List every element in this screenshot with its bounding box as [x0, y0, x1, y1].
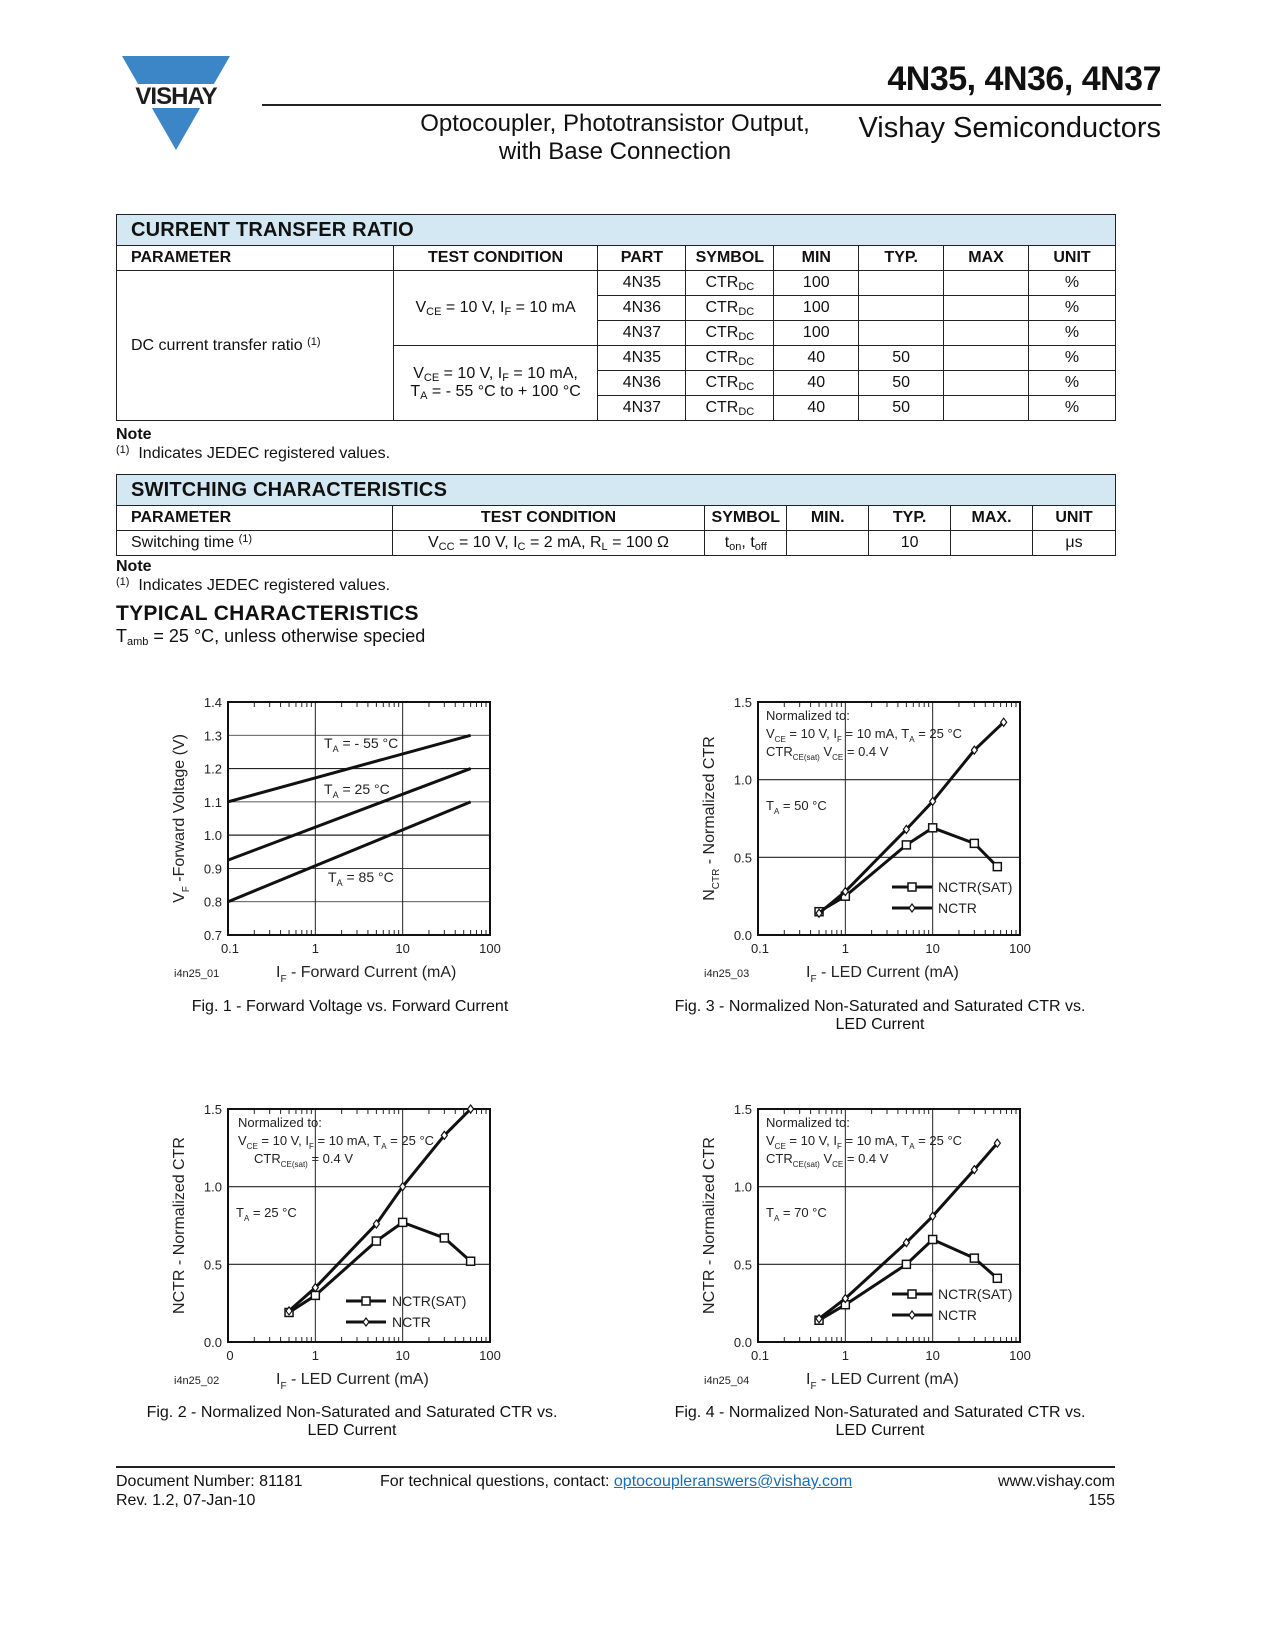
note-text: Indicates JEDEC registered values.: [138, 577, 391, 594]
curve-label: $T_A$ = - 55 °C: [324, 735, 399, 754]
footer-contact: [380, 1472, 852, 1491]
col-header: TEST CONDITION: [393, 246, 598, 271]
x-tick-label: 0.1: [220, 941, 240, 956]
figure-4-caption: [660, 1404, 1100, 1440]
col-header: TYP.: [869, 506, 951, 531]
figure-2-caption: [132, 1404, 572, 1440]
condition-label: $T_A = 70$ °C: [766, 1205, 827, 1223]
typ-cell: 50: [859, 346, 944, 371]
unit-cell: %: [1029, 271, 1116, 296]
y-tick-label: 1.5: [733, 1102, 752, 1117]
annotation-line: $CTR_{CE(sat)}$ $V_{CE} = 0.4$ V: [766, 1151, 889, 1169]
figure-code: i4n25_04: [704, 1375, 750, 1387]
legend-label: NCTR(SAT): [392, 1293, 467, 1309]
y-tick-label: 0.7: [203, 928, 222, 943]
annotation-line: $CTR_{CE(sat)} = 0.4$ V: [254, 1151, 354, 1169]
note-ref: (1): [238, 533, 253, 545]
min-cell: 100: [774, 321, 859, 346]
y-tick-label: 0.5: [203, 1257, 222, 1273]
note-ref: (1): [307, 335, 321, 348]
y-tick-label: 0.5: [733, 1257, 752, 1273]
legend-label: NCTR: [392, 1314, 431, 1330]
part-cell: 4N36: [598, 371, 686, 396]
page-number: 155: [1088, 1492, 1115, 1509]
annotation-line: $CTR_{CE(sat)}$ $V_{CE} = 0.4$ V: [766, 744, 889, 762]
legend-marker: [908, 883, 916, 891]
unit-cell: μs: [1033, 531, 1116, 556]
figure-3-chart: [690, 690, 1050, 990]
legend-label: NCTR(SAT): [938, 1286, 1013, 1302]
subtitle-line-2: with Base Connection: [498, 138, 732, 165]
annotation-line: Normalized to:: [238, 1115, 322, 1130]
max-cell: [944, 346, 1029, 371]
y-axis-title: $N_{CTR}$ - Normalized CTR: [701, 736, 722, 901]
col-header: PARAMETER: [117, 246, 394, 271]
annotation-line: $V_{CE} = 10$ V, $I_F = 10$ mA, $T_A = 25$ °C: [238, 1133, 435, 1151]
company-name: Vishay Semiconductors: [858, 112, 1161, 144]
col-header: TEST CONDITION: [392, 506, 705, 531]
x-tick-label: 10: [395, 941, 410, 956]
condition-label: $T_A = 50$ °C: [766, 798, 827, 816]
y-tick-label: 0.5: [733, 850, 752, 866]
vishay-logo: [118, 56, 234, 152]
y-tick-label: 1.5: [733, 695, 752, 710]
figure-code: i4n25_01: [174, 968, 220, 980]
symbol-cell: $CTR_{DC}$: [686, 371, 774, 396]
caption-line-1: Fig. 2 - Normalized Non-Saturated and Saturated CTR vs.: [146, 1404, 558, 1421]
x-tick-label: 1: [841, 1348, 849, 1363]
footer-left: [116, 1472, 302, 1510]
annotation-line: $V_{CE} = 10$ V, $I_F = 10$ mA, $T_A = 25$ °C: [766, 1133, 963, 1151]
figure-code: i4n25_03: [704, 968, 750, 980]
figure-2-chart: [160, 1097, 520, 1397]
table-caption: SWITCHING CHARACTERISTICS: [117, 475, 1116, 506]
x-tick-label: 10: [925, 1348, 940, 1363]
legend-marker: [908, 1290, 916, 1298]
col-header: PART: [598, 246, 686, 271]
y-axis-title: $V_F$ -Forward Voltage (V): [171, 734, 192, 903]
col-header: SYMBOL: [686, 246, 774, 271]
document-number: Document Number: 81181: [116, 1473, 303, 1490]
part-cell: 4N35: [598, 271, 686, 296]
y-tick-label: 1.1: [203, 794, 222, 810]
min-cell: 40: [774, 396, 859, 421]
col-header: MAX.: [951, 506, 1033, 531]
series-line: [228, 802, 471, 902]
min-cell: 40: [774, 371, 859, 396]
legend-marker: [362, 1297, 370, 1305]
x-tick-label: 1: [311, 941, 319, 956]
min-cell: 100: [774, 296, 859, 321]
part-cell: 4N35: [598, 346, 686, 371]
condition-cell: [393, 346, 598, 421]
sw-note: [116, 577, 390, 595]
figure-3-caption: [660, 998, 1100, 1034]
unit-cell: %: [1029, 296, 1116, 321]
typ-cell: 50: [859, 396, 944, 421]
col-header: TYP.: [859, 246, 944, 271]
data-point: [929, 1235, 937, 1243]
col-header: UNIT: [1029, 246, 1116, 271]
y-tick-label: 0.0: [733, 928, 752, 943]
annotation-line: Normalized to:: [766, 1115, 850, 1130]
x-tick-label: 10: [395, 1348, 410, 1363]
symbol-cell: $CTR_{DC}$: [686, 271, 774, 296]
website: www.vishay.com: [997, 1473, 1115, 1490]
data-point: [993, 863, 1001, 871]
annotation-line: $V_{CE} = 10$ V, $I_F = 10$ mA, $T_A = 25$ °C: [766, 726, 963, 744]
y-axis-title: NCTR - Normalized CTR: [171, 1137, 188, 1314]
table-caption: CURRENT TRANSFER RATIO: [117, 215, 1116, 246]
y-tick-label: 1.5: [203, 1102, 222, 1117]
condition-line: $V_{CE} = 10$ V, $I_F = 10$ mA,: [413, 365, 578, 384]
data-point: [970, 839, 978, 847]
max-cell: [944, 296, 1029, 321]
subtitle-line-1: Optocoupler, Phototransistor Output,: [420, 110, 810, 137]
unit-cell: %: [1029, 346, 1116, 371]
y-tick-label: 1.0: [203, 1179, 222, 1195]
y-tick-label: 0.0: [733, 1335, 752, 1350]
y-tick-label: 0.9: [203, 861, 222, 877]
typ-cell: 50: [859, 371, 944, 396]
typical-characteristics-condition: $T_{amb} = 25$ °C, unless otherwise specied: [116, 626, 426, 648]
part-cell: 4N37: [598, 396, 686, 421]
note-mark: (1): [116, 444, 130, 456]
table-row: [117, 271, 1116, 296]
min-cell: 100: [774, 271, 859, 296]
ctr-note-heading: Note: [116, 426, 152, 443]
y-tick-label: 1.0: [203, 828, 222, 844]
y-axis-title: NCTR - Normalized CTR: [701, 1137, 718, 1314]
legend-marker: [909, 1311, 915, 1319]
col-header: PARAMETER: [117, 506, 393, 531]
y-tick-label: 0.8: [203, 894, 222, 910]
part-cell: 4N37: [598, 321, 686, 346]
symbol-cell: $CTR_{DC}$: [686, 346, 774, 371]
legend-label: NCTR: [938, 1307, 977, 1323]
x-tick-label: 1: [841, 941, 849, 956]
y-tick-label: 0.0: [203, 1335, 222, 1350]
revision: Rev. 1.2, 07-Jan-10: [116, 1492, 256, 1509]
x-tick-label: 100: [1009, 1348, 1031, 1363]
x-axis-title: $I_F$ - LED Current (mA): [806, 1371, 959, 1392]
caption-line-2: LED Current: [307, 1422, 397, 1439]
document-title: 4N35, 4N36, 4N37: [887, 60, 1161, 98]
min-cell: [787, 531, 869, 556]
y-tick-label: 1.0: [733, 1179, 752, 1195]
figure-1-chart: [160, 690, 520, 990]
max-cell: [944, 271, 1029, 296]
x-axis-title: $I_F$ - LED Current (mA): [276, 1371, 429, 1392]
table-row: [117, 531, 1116, 556]
legend-label: NCTR: [938, 900, 977, 916]
typ-cell: [859, 296, 944, 321]
figure-1-caption: Fig. 1 - Forward Voltage vs. Forward Current: [191, 998, 509, 1015]
contact-email-link[interactable]: optocoupleranswers@vishay.com: [613, 1473, 853, 1490]
curve-label: $T_A = 85$ °C: [328, 869, 394, 888]
symbol-cell: $CTR_{DC}$: [686, 321, 774, 346]
header-rule: [262, 104, 1161, 106]
legend-marker: [363, 1318, 369, 1326]
note-text: Indicates JEDEC registered values.: [138, 445, 391, 462]
condition-label: $T_A = 25$ °C: [236, 1205, 297, 1223]
switching-table: [116, 474, 1116, 556]
part-cell: 4N36: [598, 296, 686, 321]
note-mark: (1): [116, 576, 130, 588]
x-tick-label: 10: [925, 941, 940, 956]
data-point: [399, 1218, 407, 1226]
data-point: [902, 1260, 910, 1268]
col-header: MIN.: [787, 506, 869, 531]
data-point: [970, 1254, 978, 1262]
unit-cell: %: [1029, 371, 1116, 396]
max-cell: [944, 396, 1029, 421]
max-cell: [944, 321, 1029, 346]
y-tick-label: 1.3: [203, 728, 222, 744]
figure-4-chart: [690, 1097, 1050, 1397]
min-cell: 40: [774, 346, 859, 371]
unit-cell: %: [1029, 396, 1116, 421]
symbol-cell: $CTR_{DC}$: [686, 296, 774, 321]
unit-cell: %: [1029, 321, 1116, 346]
parameter-cell: Switching time $^{(1)}$: [117, 531, 393, 556]
data-point: [372, 1237, 380, 1245]
caption-line-2: LED Current: [835, 1016, 925, 1033]
symbol-cell: $t_{on}$, $t_{off}$: [705, 531, 787, 556]
x-tick-label: 100: [479, 1348, 501, 1363]
typ-cell: [859, 271, 944, 296]
x-tick-label: 1: [311, 1348, 319, 1363]
symbol-cell: $CTR_{DC}$: [686, 396, 774, 421]
condition-cell: $V_{CC} = 10$ V, $I_C = 2$ mA, $R_L = 100$ Ω: [392, 531, 705, 556]
col-header: SYMBOL: [705, 506, 787, 531]
col-header: UNIT: [1033, 506, 1116, 531]
x-tick-label: 0.1: [750, 941, 770, 956]
data-point: [440, 1234, 448, 1242]
y-tick-label: 1.2: [203, 761, 222, 777]
svg-text:VISHAY: VISHAY: [135, 83, 217, 110]
data-point: [467, 1257, 475, 1265]
col-header: MIN: [774, 246, 859, 271]
data-point: [902, 841, 910, 849]
annotation-line: Normalized to:: [766, 708, 850, 723]
x-tick-label: 100: [479, 941, 501, 956]
document-subtitle: [380, 110, 850, 166]
typical-characteristics-title: TYPICAL CHARACTERISTICS: [116, 602, 419, 625]
footer-right: [998, 1472, 1115, 1510]
max-cell: [951, 531, 1033, 556]
y-tick-label: 1.4: [203, 695, 222, 710]
x-axis-title: $I_F$ - Forward Current (mA): [276, 964, 457, 985]
x-tick-label: 0: [226, 1348, 234, 1363]
x-axis-title: $I_F$ - LED Current (mA): [806, 964, 959, 985]
ctr-table: [116, 214, 1116, 421]
caption-line-1: Fig. 3 - Normalized Non-Saturated and Saturated CTR vs.: [674, 998, 1086, 1015]
data-point: [929, 824, 937, 832]
typ-cell: [859, 321, 944, 346]
x-tick-label: 100: [1009, 941, 1031, 956]
legend-marker: [909, 904, 915, 912]
condition-cell: $V_{CE} = 10$ V, $I_F = 10$ mA: [393, 271, 598, 346]
col-header: MAX: [944, 246, 1029, 271]
contact-label: For technical questions, contact:: [380, 1473, 614, 1490]
curve-label: $T_A = 25$ °C: [324, 781, 390, 800]
sw-note-heading: Note: [116, 558, 152, 575]
x-tick-label: 0.1: [750, 1348, 770, 1363]
y-tick-label: 1.0: [733, 772, 752, 788]
parameter-cell: DC current transfer ratio $^{(1)}$: [117, 271, 394, 421]
condition-line: $T_A$ = - 55 °C to + 100 °C: [410, 383, 581, 402]
ctr-note: [116, 445, 390, 463]
data-point: [993, 1274, 1001, 1282]
footer-rule: [116, 1466, 1115, 1468]
figure-code: i4n25_02: [174, 1375, 220, 1387]
typ-cell: 10: [869, 531, 951, 556]
max-cell: [944, 371, 1029, 396]
legend-label: NCTR(SAT): [938, 879, 1013, 895]
caption-line-1: Fig. 4 - Normalized Non-Saturated and Saturated CTR vs.: [674, 1404, 1086, 1421]
caption-line-2: LED Current: [835, 1422, 925, 1439]
